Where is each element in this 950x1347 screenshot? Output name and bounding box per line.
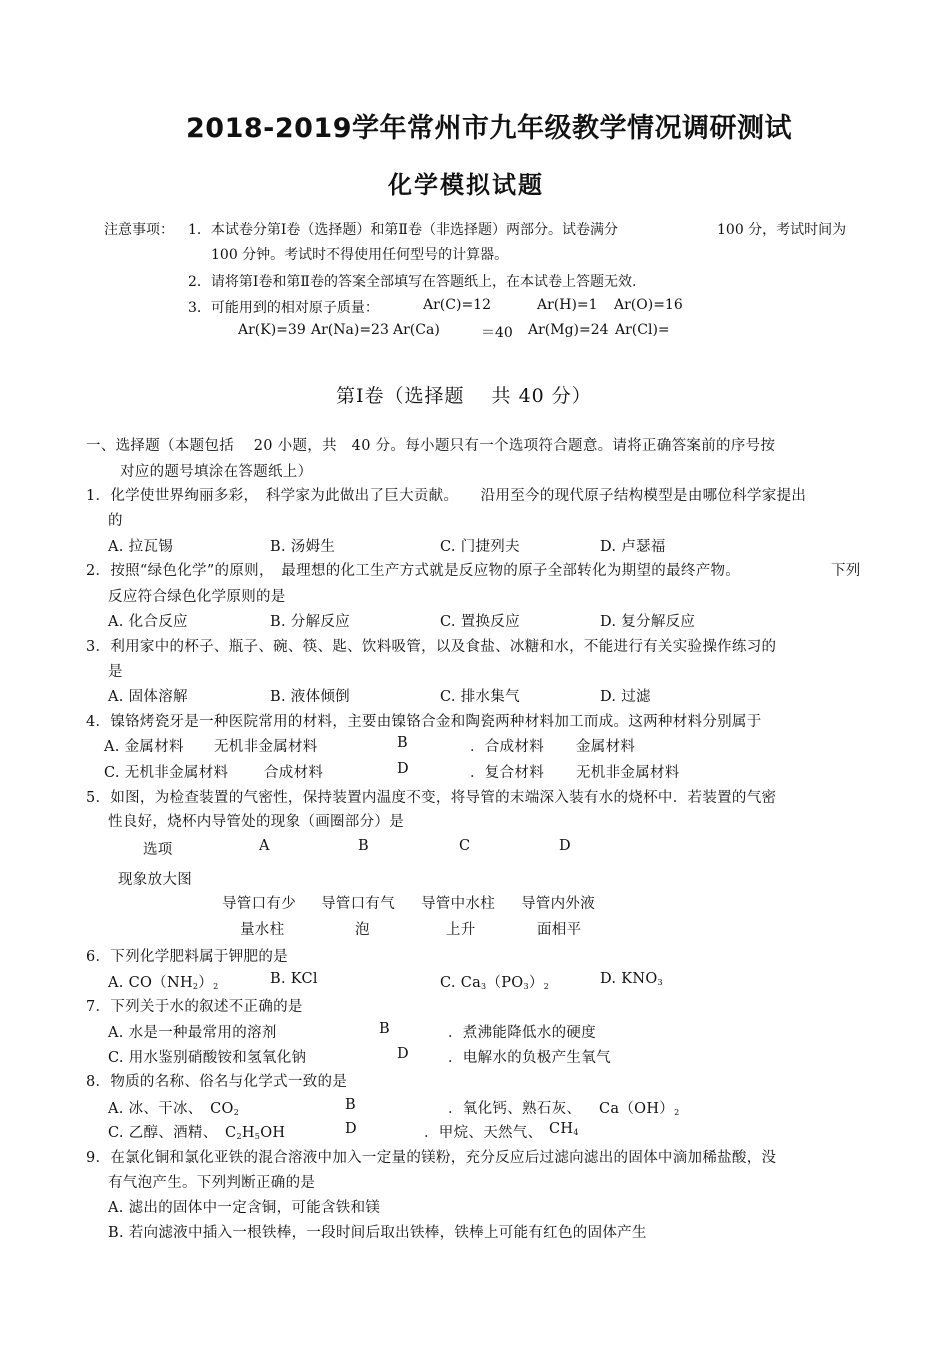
q2-stem-end: 下列 — [831, 563, 861, 579]
subscript: 2 — [674, 1108, 680, 1117]
note-3: 3．可能用到的相对原子质量： — [188, 300, 379, 316]
subscript: 5 — [254, 1132, 261, 1141]
q5-header-c: C — [459, 838, 471, 854]
q8-option-b-formula — [599, 1097, 679, 1118]
mass-mg: Ar(Mg)=24 — [528, 322, 609, 338]
q9-option-a: A. 滤出的固体中一定含铜，可能含铁和镁 — [108, 1200, 381, 1216]
subscript: 2 — [213, 982, 219, 991]
q6-option-b: B. KCl — [270, 971, 318, 987]
q3-stem: 3．利用家中的杯子、瓶子、碗、筷、匙、饮料吸管，以及食盐、冰糖和水，不能进行有关实验操作练习的 — [86, 639, 777, 655]
subscript: 3 — [523, 982, 529, 991]
mass-ca: Ar(Ca) — [393, 322, 440, 338]
q9-stem: 9．在氯化铜和氯化亚铁的混合溶液中加入一定量的镁粉，充分反应后过滤向滤出的固体中滴加稀盐酸，没 — [86, 1150, 777, 1166]
q8-option-c-text: C. 乙醇、酒精、 C — [108, 1125, 237, 1141]
part-instructions-line2: 对应的题号填涂在答题纸上） — [120, 464, 313, 480]
mass-c: Ar(C)=12 — [423, 297, 491, 313]
q8-option-d-formula-text: CH — [549, 1121, 574, 1137]
q8-option-d-formula — [549, 1121, 579, 1137]
q7-stem: 7．下列关于水的叙述不正确的是 — [86, 999, 303, 1015]
q9-stem-line2: 有气泡产生。下列判断正确的是 — [108, 1175, 316, 1191]
q4-option-d: ．复合材料 — [470, 765, 544, 781]
q2-option-b: B. 分解反应 — [270, 614, 350, 630]
mass-o: Ar(O)=16 — [614, 297, 683, 313]
q3-stem-line2: 是 — [108, 664, 123, 680]
q5-header-b: B — [358, 838, 369, 854]
q8-option-a-text: A. 冰、干冰、 CO — [108, 1101, 234, 1117]
q4-option-c: C. 无机非金属材料 — [104, 765, 229, 781]
q1-option-a: A. 拉瓦锡 — [108, 539, 173, 555]
q3-option-c: C. 排水集气 — [440, 689, 520, 705]
q5-header-option: 选项 — [143, 842, 173, 858]
q8-option-d: ．甲烷、天然气、 — [424, 1125, 543, 1141]
q4-option-a-2: 无机非金属材料 — [214, 739, 318, 755]
q9-option-b: B. 若向滤液中插入一根铁棒，一段时间后取出铁棒，铁棒上可能有红色的固体产生 — [108, 1225, 647, 1241]
q3-option-d: D. 过滤 — [600, 689, 651, 705]
q4-option-a: A. 金属材料 — [104, 739, 184, 755]
q8-option-d-letter: D — [345, 1121, 357, 1137]
q2-option-d: D. 复分解反应 — [600, 614, 696, 630]
q5-stem: 5．如图，为检查装置的气密性，保持装置内温度不变，将导管的末端深入装有水的烧杯中．若装置的气密 — [86, 790, 777, 806]
note-2: 2．请将第Ⅰ卷和第Ⅱ卷的答案全部填写在答题纸上，在本试卷上答题无效. — [188, 274, 637, 290]
q7-option-c: C. 用水鉴别硝酸铵和氢氧化钠 — [108, 1050, 307, 1066]
mass-na: Ar(Na)=23 — [311, 322, 389, 338]
q8-option-a — [108, 1097, 239, 1118]
q5-phenomenon-a: 导管口有少 — [222, 896, 296, 912]
q8-option-c — [108, 1121, 285, 1142]
q2-option-a: A. 化合反应 — [108, 614, 188, 630]
q4-option-b-letter: B — [397, 735, 408, 751]
exam-title: 2018-2019学年常州市九年级教学情况调研测试 — [186, 113, 792, 144]
q3-option-a: A. 固体溶解 — [108, 689, 188, 705]
q1-stem: 1．化学使世界绚丽多彩， 科学家为此做出了巨大贡献。 沿用至今的现代原子结构模型是由哪位科学家提出 — [86, 488, 807, 504]
mass-ca-value: ＝40 — [481, 325, 513, 341]
q1-option-b: B. 汤姆生 — [270, 539, 336, 555]
q5-phenomenon-c: 导管中水柱 — [421, 896, 495, 912]
q5-phenomenon-a-2: 量水柱 — [240, 922, 285, 938]
q4-stem: 4．镍铬烤瓷牙是一种医院常用的材料，主要由镍铬合金和陶瓷两种材料加工而成。这两种材料分别属于 — [86, 714, 762, 730]
q2-option-c: C. 置换反应 — [440, 614, 520, 630]
q5-image-label: 现象放大图 — [118, 872, 192, 888]
q2-stem: 2．按照“绿色化学”的原则， 最理想的化工生产方式就是反应物的原子全部转化为期望的最终产物。 — [86, 563, 741, 579]
q8-option-b-letter: B — [345, 1097, 356, 1113]
q7-option-a: A. 水是一种最常用的溶剂 — [108, 1025, 277, 1041]
q6-option-a-paren: ） — [198, 975, 214, 991]
note-1-cont: 100 分，考试时间为 — [717, 222, 847, 238]
q5-header-d: D — [559, 838, 571, 854]
q6-stem: 6．下列化学肥料属于钾肥的是 — [86, 949, 288, 965]
subscript: 2 — [236, 1132, 242, 1141]
q5-stem-line2: 性良好，烧杯内导管处的现象（画圈部分）是 — [108, 814, 404, 830]
subscript: 2 — [543, 982, 550, 991]
exam-subtitle: 化学模拟试题 — [388, 171, 544, 199]
q6-option-c — [440, 971, 549, 992]
q1-option-c: C. 门捷列夫 — [440, 539, 520, 555]
q7-option-b-letter: B — [379, 1021, 390, 1037]
q1-option-d: D. 卢瑟福 — [600, 539, 666, 555]
q8-option-b: ．氧化钙、熟石灰、 — [448, 1101, 582, 1117]
q5-phenomenon-b: 导管口有气 — [321, 896, 395, 912]
note-1-line2: 100 分钟。考试时不得使用任何型号的计算器。 — [211, 247, 509, 263]
q5-phenomenon-d: 导管内外液 — [521, 896, 595, 912]
q6-option-a — [108, 971, 219, 992]
q5-phenomenon-c-2: 上升 — [446, 922, 476, 938]
q1-stem-line2: 的 — [108, 513, 123, 529]
notes-label: 注意事项： — [104, 222, 174, 238]
subscript: 3 — [481, 982, 487, 991]
q5-phenomenon-b-2: 泡 — [355, 922, 370, 938]
q8-option-c-oh: OH — [260, 1125, 286, 1141]
subscript: 2 — [192, 982, 199, 991]
q8-option-c-h: H — [241, 1125, 255, 1141]
mass-h: Ar(H)=1 — [537, 297, 598, 313]
q8-option-b-formula-text: Ca（OH） — [599, 1101, 675, 1117]
q6-option-a-text: A. CO（NH — [108, 975, 193, 991]
part-instructions: 一、选择题（本题包括 20 小题，共 40 分。每小题只有一个选项符合题意。请将正确答案前的序号按 — [86, 438, 776, 454]
q6-option-c-paren: ） — [528, 975, 544, 991]
q7-option-d: ．电解水的负极产生氧气 — [448, 1050, 611, 1066]
q6-option-c-mid: （PO — [486, 975, 524, 991]
subscript: 4 — [573, 1128, 579, 1137]
q7-option-d-letter: D — [397, 1046, 409, 1062]
q7-option-b: ．煮沸能降低水的硬度 — [448, 1025, 596, 1041]
q8-stem: 8．物质的名称、俗名与化学式一致的是 — [86, 1074, 348, 1090]
q3-option-b: B. 液体倾倒 — [270, 689, 350, 705]
mass-k: Ar(K)=39 — [238, 322, 306, 338]
subscript: 2 — [233, 1108, 240, 1117]
q4-option-d-letter: D — [397, 761, 409, 777]
mass-cl: Ar(Cl)= — [615, 322, 670, 338]
q4-option-d-2: 无机非金属材料 — [576, 765, 680, 781]
note-1: 1．本试卷分第Ⅰ卷（选择题）和第Ⅱ卷（非选择题）两部分。试卷满分 — [188, 222, 618, 238]
q6-option-d — [600, 971, 663, 987]
q2-stem-line2: 反应符合绿色化学原则的是 — [108, 589, 286, 605]
q6-option-d-text: D. KNO — [600, 971, 658, 987]
q5-phenomenon-d-2: 面相平 — [537, 922, 582, 938]
q5-header-a: A — [259, 838, 270, 854]
subscript: 3 — [657, 978, 663, 987]
q4-option-c-2: 合成材料 — [264, 765, 324, 781]
q4-option-b-2: 金属材料 — [576, 739, 636, 755]
section-heading: 第Ⅰ卷（选择题 共 40 分） — [336, 385, 592, 407]
q6-option-c-text: C. Ca — [440, 975, 482, 991]
q4-option-b: ．合成材料 — [470, 739, 544, 755]
